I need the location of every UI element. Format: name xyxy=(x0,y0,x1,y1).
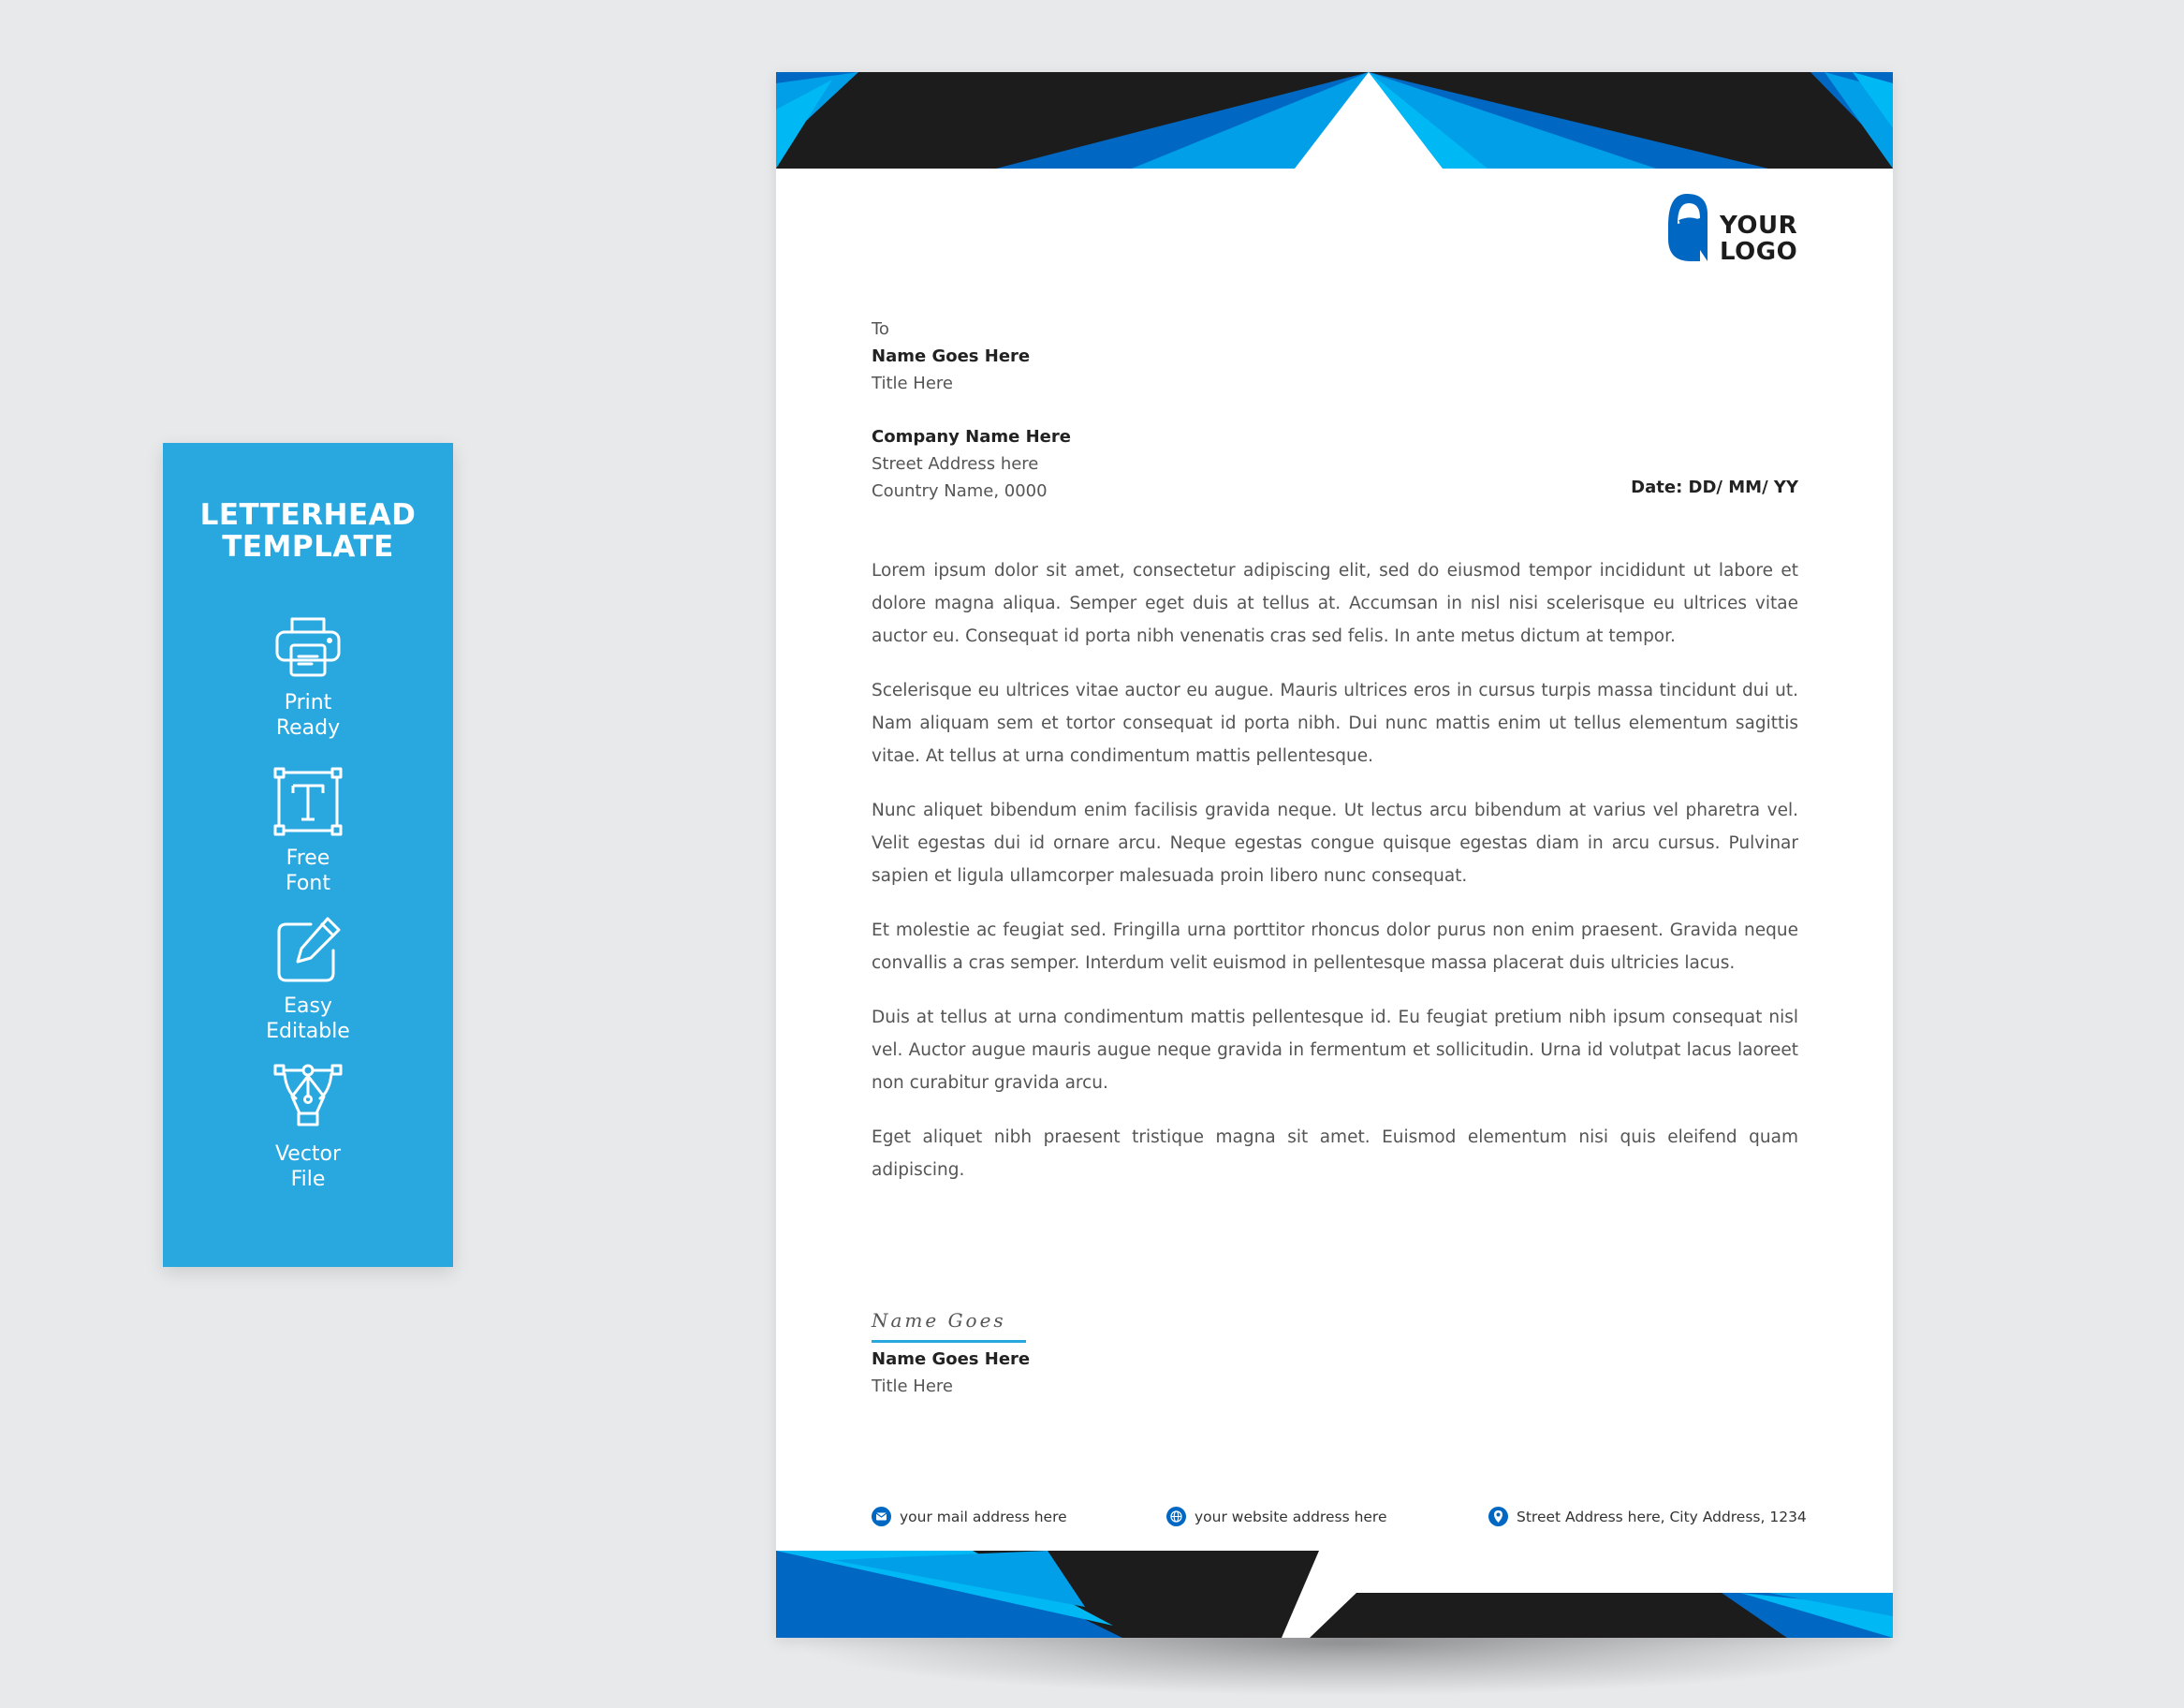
company-logo-icon xyxy=(1664,192,1721,267)
to-label: To xyxy=(872,319,889,339)
logo-wordmark xyxy=(1720,213,1797,265)
signer-title: Title Here xyxy=(872,1377,953,1396)
email-text: your mail address here xyxy=(900,1508,1067,1525)
banner-title xyxy=(163,499,453,563)
feature-easy-editable xyxy=(163,915,453,1044)
feature-vector-file xyxy=(163,1061,453,1192)
body-paragraph: Lorem ipsum dolor sit amet, consectetur adipiscing elit, sed do eiusmod tempor incididunt ut labore et dolore magna aliqua. Semper eget duis at tellus at. Accumsan in nisl nisi scelerisque eu ultrices vitae auctor eu. Consequat id porta nibh venenatis cras sed felis. In ante metus dictum at tempor. xyxy=(872,561,1798,646)
globe-icon xyxy=(1166,1507,1186,1526)
recipient-name: Name Goes Here xyxy=(872,346,1031,366)
country-line: Country Name, 0000 xyxy=(872,481,1048,501)
feature-label: Vector File xyxy=(274,1142,342,1191)
website-text: your website address here xyxy=(1195,1508,1387,1525)
edit-pencil-icon xyxy=(273,915,343,984)
footer-website xyxy=(1166,1507,1387,1526)
letterhead-page xyxy=(776,72,1893,1638)
body-paragraph: Eget aliquet nibh praesent tristique magna sit amet. Euismod elementum nisi quis eleifend quam adipiscing. xyxy=(872,1127,1798,1180)
signature-block xyxy=(872,1346,1030,1400)
address-text: Street Address here, City Address, 1234 xyxy=(1517,1508,1807,1525)
body-paragraph: Nunc aliquet bibendum enim facilisis gravida neque. Ut lectus arcu bibendum at varius vel pharetra vel. Velit egestas dui id ornare arcu. Neque egestas congue quisque egestas diam in arcu cursus. Pulvinar sapien et ligula ullamcorper malesuada proin libero nunc consequat. xyxy=(872,801,1798,886)
header-decoration xyxy=(776,72,1893,169)
handwritten-signature xyxy=(870,1299,1029,1336)
company-name: Company Name Here xyxy=(872,427,1071,447)
email-icon xyxy=(872,1507,891,1526)
text-frame-icon xyxy=(273,767,343,836)
svg-text:Name Goes: Name Goes xyxy=(872,1309,1006,1332)
recipient-address xyxy=(872,423,1071,505)
feature-label: Easy Editable xyxy=(266,994,350,1043)
footer-address xyxy=(1488,1507,1807,1526)
feature-free-font xyxy=(163,767,453,896)
body-paragraph: Et molestie ac feugiat sed. Fringilla urna porttitor rhoncus dolor purus non enim praesent. Gravida neque convallis a cras semper. Interdum velit euismod in pellentesque massa placerat duis ultricies lacus. xyxy=(872,920,1798,973)
location-pin-icon xyxy=(1488,1507,1508,1526)
feature-label: Free Font xyxy=(286,847,330,895)
feature-label: Print Ready xyxy=(275,691,341,740)
logo-line2: LOGO xyxy=(1720,238,1798,266)
feature-banner xyxy=(163,443,453,1267)
feature-print-ready xyxy=(163,611,453,741)
printer-icon xyxy=(273,611,343,681)
recipient-block xyxy=(872,316,1030,397)
signature-line xyxy=(872,1340,1026,1343)
footer-decoration xyxy=(776,1551,1893,1638)
body-paragraph: Duis at tellus at urna condimentum mattis pellentesque id. Eu feugiat pretium nibh ipsum consequat nisl vel. Auctor augue mauris augue neque gravida in fermentum et sollicitudin. Urna id volutpat lacus laoreet non curabitur gravida arcu. xyxy=(872,1008,1798,1093)
pen-tool-icon xyxy=(273,1061,343,1132)
logo-line1: YOUR xyxy=(1720,212,1798,240)
footer-email xyxy=(872,1507,1067,1526)
banner-title-line1: LETTERHEAD xyxy=(199,498,417,532)
body-paragraph: Scelerisque eu ultrices vitae auctor eu augue. Mauris ultrices eros in cursus turpis massa tincidunt dui ut. Nam aliquam sem et tortor consequat id porta nibh. Dui nunc mattis enim ut tellus elementum sagittis vitae. At tellus at urna condimentum mattis pellentesque. xyxy=(872,681,1798,766)
recipient-title: Title Here xyxy=(872,374,953,393)
street-address: Street Address here xyxy=(872,454,1039,474)
letter-date: Date: DD/ MM/ YY xyxy=(1631,478,1798,497)
banner-title-line2: TEMPLATE xyxy=(222,530,394,564)
signer-name: Name Goes Here xyxy=(872,1349,1031,1369)
letter-body xyxy=(872,554,1798,1208)
